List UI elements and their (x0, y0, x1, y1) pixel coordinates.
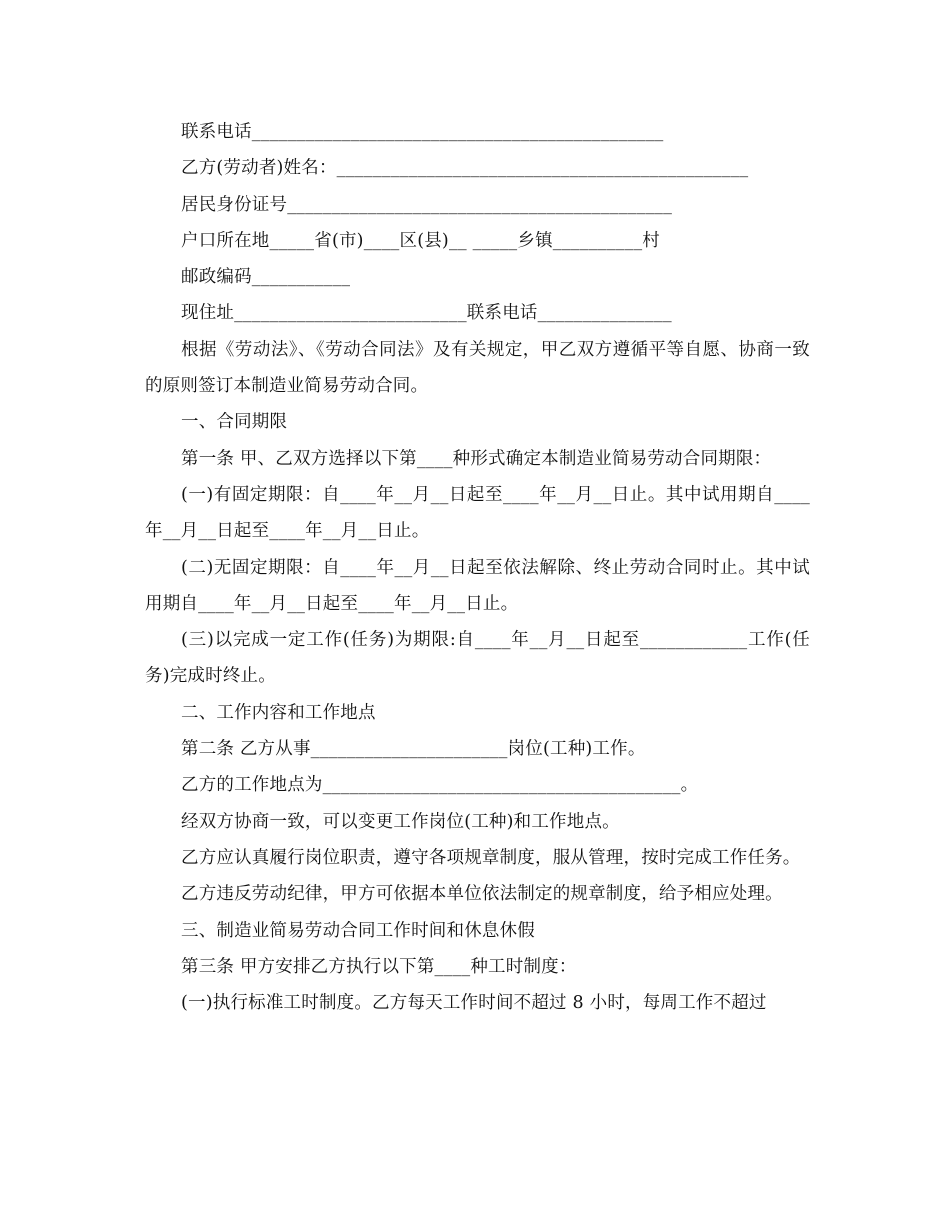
section-heading-work-content: 二、工作内容和工作地点 (181, 702, 376, 723)
duties-paragraph: 乙方应认真履行岗位职责，遵守各项规章制度，服从管理，按时完成工作任务。 (181, 847, 801, 868)
document-body (145, 114, 810, 1021)
current-address-line: 现住址__________________________联系电话_______________ (181, 303, 672, 324)
section-heading-contract-term: 一、合同期限 (181, 412, 288, 433)
party-b-name-line: 乙方(劳动者)姓名：______________________________________________ (181, 158, 749, 179)
task-term-clause: (三)以完成一定工作(任务)为期限:自____年__月__日起至____________工作(任务)完成时终止。 (145, 630, 810, 687)
standard-hours-clause: (一)执行标准工时制度。乙方每天工作时间不超过 8 小时，每周工作不超过 (181, 993, 767, 1014)
open-term-clause: (二)无固定期限：自____年__月__日起至依法解除、终止劳动合同时止。其中试用期自____年__月__日起至____年__月__日止。 (145, 557, 810, 614)
article-two: 第二条 乙方从事______________________岗位(工种)工作。 (181, 739, 646, 760)
change-agreement-line: 经双方协商一致，可以变更工作岗位(工种)和工作地点。 (181, 811, 620, 832)
fixed-term-clause: (一)有固定期限：自____年__月__日起至____年__月__日止。其中试用期自____年__月__日起至____年__月__日止。 (145, 484, 810, 542)
section-heading-working-hours: 三、制造业简易劳动合同工作时间和休息休假 (181, 920, 535, 941)
preamble-paragraph: 根据《劳动法》、《劳动合同法》及有关规定，甲乙双方遵循平等自愿、协商一致的原则签订本制造业简易劳动合同。 (145, 339, 810, 397)
contact-phone-line: 联系电话______________________________________________ (181, 122, 664, 142)
household-registration-line: 户口所在地_____省(市)____区(县)__ _____乡镇__________村 (181, 230, 660, 251)
id-number-line: 居民身份证号___________________________________________ (181, 194, 673, 215)
discipline-paragraph: 乙方违反劳动纪律，甲方可依据本单位依法制定的规章制度，给予相应处理。 (181, 884, 783, 905)
postal-code-line: 邮政编码___________ (181, 267, 351, 288)
article-three: 第三条 甲方安排乙方执行以下第____种工时制度： (181, 956, 577, 977)
article-one: 第一条 甲、乙双方选择以下第____种形式确定本制造业简易劳动合同期限： (181, 448, 772, 469)
work-location-line: 乙方的工作地点为________________________________________。 (181, 775, 699, 796)
